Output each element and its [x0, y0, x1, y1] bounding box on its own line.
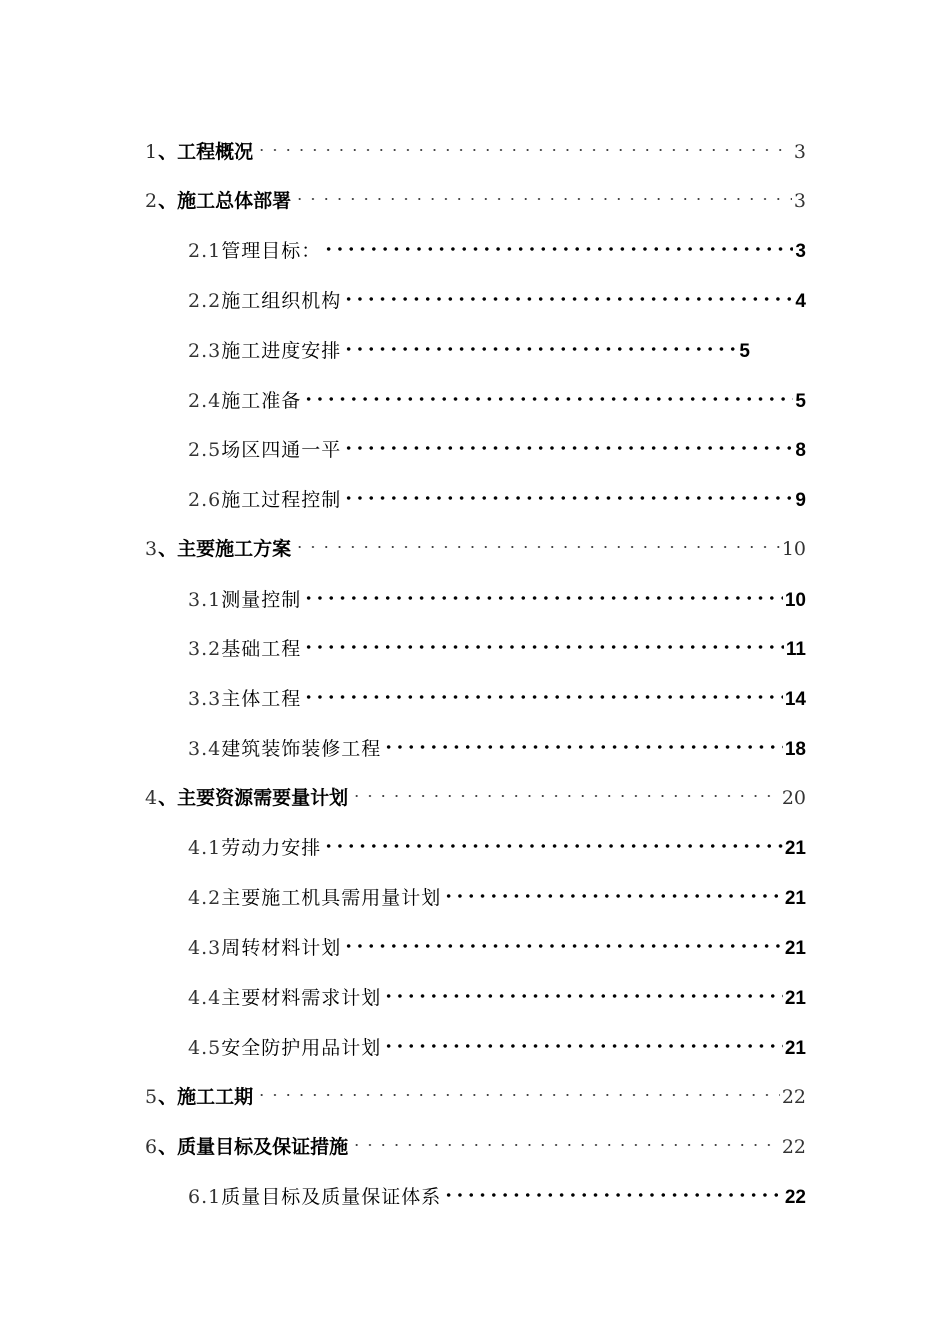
toc-entry[interactable]	[145, 186, 806, 216]
toc-entry[interactable]	[188, 336, 750, 366]
toc-entry-page: 18	[784, 739, 806, 760]
toc-entry-title: 、施工工期	[158, 1086, 254, 1108]
toc-entry[interactable]	[188, 1033, 806, 1063]
toc-entry-number: 2.3	[188, 340, 222, 362]
toc-entry-number: 6.1	[188, 1186, 222, 1208]
toc-entry-title: 、主要施工方案	[158, 538, 292, 560]
toc-entry-page: 4	[795, 291, 806, 312]
toc-entry-page: 10	[784, 590, 806, 611]
toc-entry-number: 2.4	[188, 390, 222, 412]
toc-entry-page: 9	[795, 490, 806, 511]
toc-entry-number: 2.5	[188, 439, 222, 461]
toc-entry-page: 3	[793, 141, 806, 163]
toc-entry-title: 主体工程	[221, 688, 302, 710]
toc-entry[interactable]	[188, 435, 806, 465]
toc-entry-number: 2.1	[188, 240, 222, 262]
toc-entry[interactable]	[145, 783, 806, 813]
dot-leader	[293, 195, 792, 203]
dot-leader	[350, 792, 780, 800]
toc-entry-page: 11	[785, 639, 806, 660]
toc-entry-title: 主要施工机具需用量计划	[221, 887, 442, 909]
toc-entry-page: 5	[739, 341, 750, 362]
dot-leader	[343, 295, 793, 303]
toc-entry-number: 2.6	[188, 489, 222, 511]
toc-entry-title: 管理目标：	[221, 240, 322, 262]
dot-leader	[323, 842, 783, 850]
toc-entry[interactable]	[188, 983, 806, 1013]
dot-leader	[255, 146, 792, 154]
toc-entry-page: 21	[784, 1038, 806, 1059]
dot-leader	[443, 892, 783, 900]
toc-entry-page: 22	[781, 1086, 806, 1108]
toc-entry-title: 施工组织机构	[221, 290, 342, 312]
toc-entry-page: 21	[784, 838, 806, 859]
toc-entry[interactable]	[188, 933, 806, 963]
toc-entry-number: 3	[145, 538, 159, 560]
dot-leader	[323, 245, 793, 253]
toc-entry-title: 施工过程控制	[221, 489, 342, 511]
dot-leader	[383, 1042, 783, 1050]
toc-entry[interactable]	[188, 386, 806, 416]
toc-entry-title: 、施工总体部署	[158, 190, 292, 212]
dot-leader	[303, 693, 783, 701]
dot-leader	[383, 992, 783, 1000]
dot-leader	[303, 395, 793, 403]
toc-entry-title: 施工准备	[221, 390, 302, 412]
toc-entry-number: 4.5	[188, 1037, 222, 1059]
toc-entry-title: 、质量目标及保证措施	[158, 1136, 349, 1158]
toc-entry-number: 4	[145, 787, 159, 809]
toc-entry-title: 安全防护用品计划	[221, 1037, 382, 1059]
toc-entry-page: 20	[781, 787, 806, 809]
toc-entry[interactable]	[188, 833, 806, 863]
toc-entry-page: 3	[793, 190, 806, 212]
toc-entry-page: 21	[784, 988, 806, 1009]
toc-entry-page: 22	[781, 1136, 806, 1158]
toc-entry-title: 建筑装饰装修工程	[221, 738, 382, 760]
toc-entry[interactable]	[188, 485, 806, 515]
toc-entry-title: 、主要资源需要量计划	[158, 787, 349, 809]
toc-entry-title: 施工进度安排	[221, 340, 342, 362]
toc-entry-number: 6	[145, 1136, 159, 1158]
toc-entry-title: 周转材料计划	[221, 937, 342, 959]
toc-entry-number: 1	[145, 141, 159, 163]
toc-entry-title: 劳动力安排	[221, 837, 322, 859]
toc-entry-title: 质量目标及质量保证体系	[221, 1186, 442, 1208]
toc-entry-number: 4.1	[188, 837, 222, 859]
toc-entry-page: 21	[784, 938, 806, 959]
toc-entry[interactable]	[188, 734, 806, 764]
toc-entry-page: 14	[784, 689, 806, 710]
toc-entry-page: 21	[784, 888, 806, 909]
dot-leader	[343, 444, 793, 452]
dot-leader	[343, 345, 737, 353]
toc-entry-title: 主要材料需求计划	[221, 987, 382, 1009]
toc-entry-page: 22	[784, 1187, 806, 1208]
dot-leader	[350, 1141, 780, 1149]
toc-entry-title: 、工程概况	[158, 141, 254, 163]
toc-entry-page: 3	[795, 241, 806, 262]
dot-leader	[343, 942, 783, 950]
toc-entry-number: 3.4	[188, 738, 222, 760]
toc-entry-number: 3.2	[188, 638, 222, 660]
toc-entry[interactable]	[188, 585, 806, 615]
toc-entry[interactable]	[145, 1082, 806, 1112]
toc-entry[interactable]	[188, 1182, 806, 1212]
toc-entry-page: 10	[781, 538, 806, 560]
dot-leader	[303, 594, 783, 602]
toc-entry-number: 2.2	[188, 290, 222, 312]
toc-entry[interactable]	[188, 634, 806, 664]
dot-leader	[443, 1191, 783, 1199]
toc-entry[interactable]	[188, 286, 806, 316]
dot-leader	[293, 543, 780, 551]
toc-entry-page: 8	[795, 440, 806, 461]
dot-leader	[255, 1091, 780, 1099]
toc-entry-number: 4.4	[188, 987, 222, 1009]
toc-entry-title: 测量控制	[221, 589, 302, 611]
toc-entry-number: 4.3	[188, 937, 222, 959]
dot-leader	[343, 494, 793, 502]
dot-leader	[303, 643, 784, 651]
toc-entry-number: 3.3	[188, 688, 222, 710]
toc-entry[interactable]	[188, 883, 806, 913]
toc-entry-number: 4.2	[188, 887, 222, 909]
toc-entry-page: 5	[795, 391, 806, 412]
toc-entry[interactable]	[145, 137, 806, 167]
toc-entry-title: 基础工程	[221, 638, 302, 660]
toc-entry[interactable]	[145, 1132, 806, 1162]
toc-entry[interactable]	[145, 534, 806, 564]
toc-entry-title: 场区四通一平	[221, 439, 342, 461]
toc-entry[interactable]	[188, 236, 806, 266]
toc-entry[interactable]	[188, 684, 806, 714]
toc-entry-number: 2	[145, 190, 159, 212]
dot-leader	[383, 743, 783, 751]
toc-entry-number: 3.1	[188, 589, 222, 611]
toc-entry-number: 5	[145, 1086, 159, 1108]
